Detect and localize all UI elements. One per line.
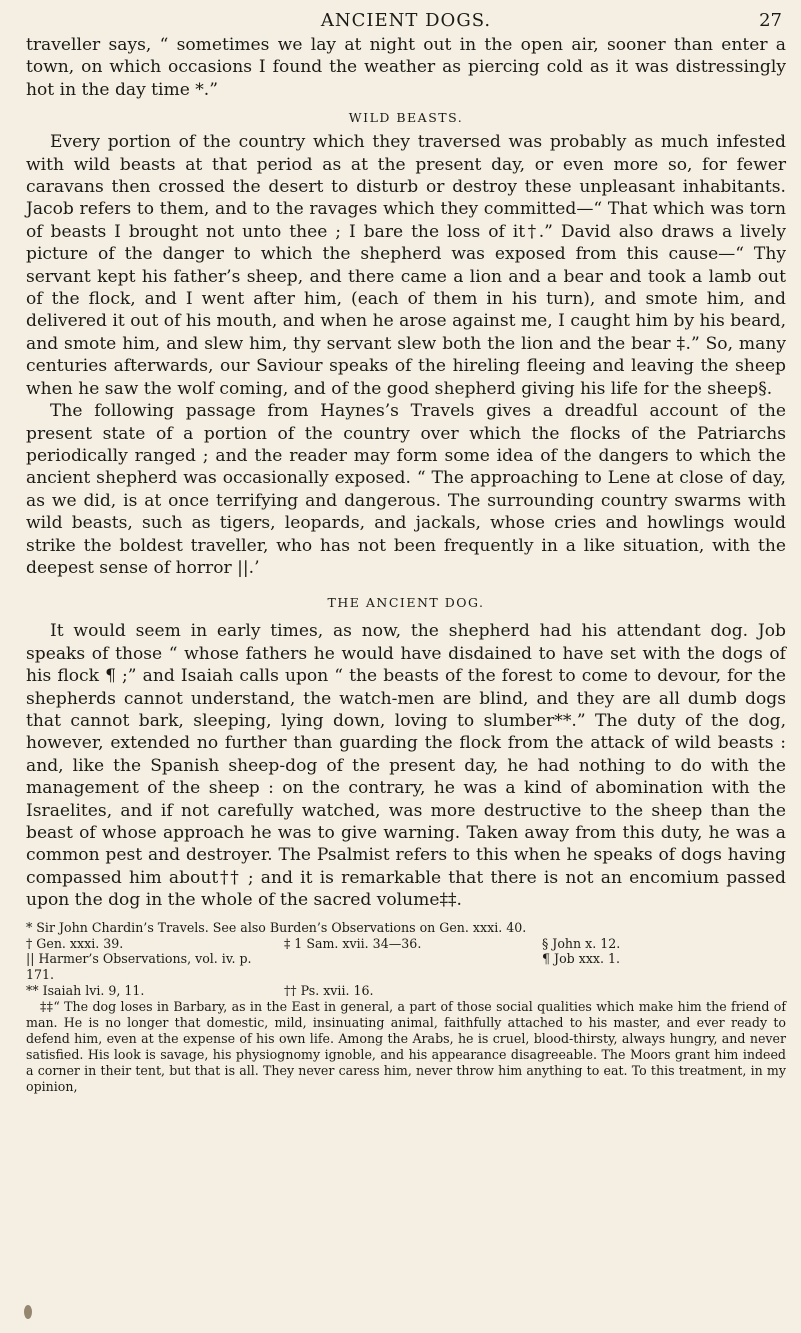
footnote: ¶ Job xxx. 1. xyxy=(542,951,621,967)
page-number: 27 xyxy=(759,10,782,31)
footnote: || Harmer’s Observations, vol. iv. p. 171. xyxy=(26,951,252,983)
footnote: § John x. 12. xyxy=(542,935,621,951)
body-text-top xyxy=(26,34,786,101)
ink-blot xyxy=(24,1305,32,1319)
section-heading-ancient-dog: THE ANCIENT DOG. xyxy=(327,595,485,611)
book-page xyxy=(26,6,786,1095)
footnote xyxy=(284,951,534,983)
paragraph: The following passage from Haynes’s Travels gives a dreadful account of the present state of a portion of the country over which the flocks of the Patriarchs periodically ranged ; and the reader may form some idea of the dangers to which the ancient shepherd was occasionally exposed. “ The approaching to Lene at close of day, as we did, is at once terrifying and dangerous. The surrounding country swarms with wild beasts, such as tigers, leopards, and jackals, whose cries and howlings would strike the boldest traveller, who has not been frequently in a like situation, with the deepest sense of horror ||.’ xyxy=(26,401,786,578)
section-heading-wild-beasts: WILD BEASTS. xyxy=(348,110,464,126)
section-ancient-dog-text xyxy=(26,620,786,911)
footnote: †† Ps. xvii. 16. xyxy=(284,983,374,999)
paragraph: traveller says, “ sometimes we lay at night out in the open air, sooner than enter a town, on which occasions I found the weather as piercing cold as it was distressingly hot in the day time *.” xyxy=(26,35,786,100)
running-title: ANCIENT DOGS. xyxy=(320,10,492,31)
footnote-grid xyxy=(26,936,786,1000)
footnote: ‡ 1 Sam. xvii. 34—36. xyxy=(284,935,422,951)
footnote-long: ‡‡“ The dog loses in Barbary, as in the East in general, a part of those social qualities which make him the friend of man. He is no longer that domestic, mild, insinuating animal, faithfully attached to his master, and ever ready to defend him, even at the expense of his own life. Among the Arabs, he is cruel, blood-thirsty, always hungry, and never satisfied. His look is savage, his physiognomy ignoble, and his appearance disagreeable. The Moors grant him indeed a corner in their tent, but that is all. They never caress him, never throw him anything to eat. To this treatment, in my opinion, xyxy=(26,999,786,1094)
footnote: ** Isaiah lvi. 9, 11. xyxy=(26,983,145,999)
footnote: * Sir John Chardin’s Travels. See also Burden’s Observations on Gen. xxxi. 40. xyxy=(26,919,527,935)
running-header xyxy=(26,6,786,34)
footnote xyxy=(542,983,786,999)
paragraph: It would seem in early times, as now, the shepherd had his attendant dog. Job speaks of those “ whose fathers he would have disdained to have set with the dogs of his flock ¶ ;” and Isaiah calls upon “ the beasts of the forest to come to devour, for the shepherds cannot understand, the watch-men are blind, and they are all dumb dogs that cannot bark, sleeping, lying down, loving to slumber**.” The duty of the dog, however, extended no further than guarding the flock from the attack of wild beasts : and, like the Spanish sheep-dog of the present day, he had nothing to do with the management of the sheep : on the contrary, he was a kind of abomination with the Israelites, and if not carefully watched, was more destructive to the sheep than the beast of whose approach he was to give warning. Taken away from this duty, he was a common pest and destroyer. The Psalmist refers to this when he speaks of dogs having compassed him about†† ; and it is remarkable that there is not an encomium passed upon the dog in the whole of the sacred volume‡‡. xyxy=(26,621,786,911)
paragraph: Every portion of the country which they traversed was probably as much infested with wild beasts at that period as at the present day, or even more so, for fewer caravans then crossed the desert to disturb or destroy these unpleasant inhabitants. Jacob refers to them, and to the ravages which they committed—“ That which was torn of beasts I brought not unto thee ; I bare the loss of it†.” David also draws a lively picture of the danger to which the shepherd was exposed from this cause—“ Thy servant kept his father’s sheep, and there came a lion and a bear and took a lamb out of the flock, and I went after him, (each of them in his turn), and smote him, and delivered it out of his mouth, and when he arose against me, I caught him by his beard, and smote him, and slew him, thy servant slew both the lion and the bear ‡.” So, many centuries afterwards, our Saviour speaks of the hireling fleeing and leaving the sheep when he saw the wolf coming, and of the good shepherd giving his life for the sheep§. xyxy=(26,132,787,399)
footnotes xyxy=(26,920,786,1095)
footnote: † Gen. xxxi. 39. xyxy=(26,935,124,951)
section-wild-beasts-text xyxy=(26,131,786,579)
